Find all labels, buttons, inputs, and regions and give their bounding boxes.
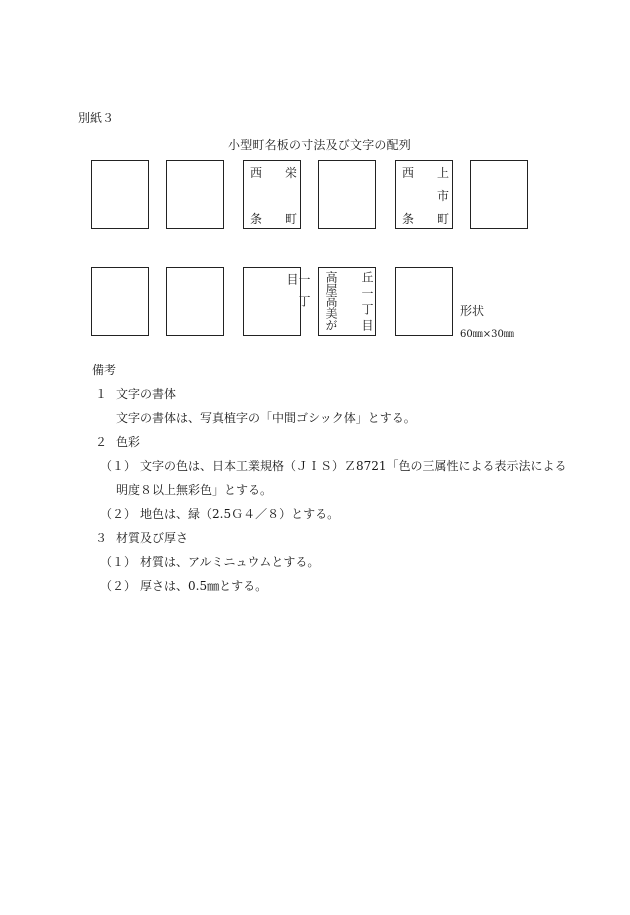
plate-blank-1 [91,160,149,229]
section-number: １ [95,387,108,401]
remarks-title: 備考 [92,363,117,377]
plate-blank-6 [166,267,224,336]
plate-blank-2 [166,160,224,229]
item-number: （２） [100,507,137,521]
shape-size: 60㎜×30㎜ [460,329,514,340]
plate-char: 条 [402,212,415,226]
annex-label: 別紙３ [78,111,115,125]
plate-char: 市 [437,189,450,203]
section-text: 文字の書体は、写真植字の「中間ゴシック体」とする。 [116,411,416,425]
section-heading: 材質及び厚さ [116,531,189,545]
section-heading: 色彩 [116,435,141,449]
item-text: 文字の色は、日本工業規格（ＪＩＳ）Ｚ8721「色の三属性による表示法による [140,459,567,473]
section-number: ２ [95,435,108,449]
plate-vertical-text: 一丁目 [285,273,311,317]
plate-blank-3 [318,160,376,229]
plate-char: 町 [285,212,298,226]
plate-vertical-text: 丘一丁目 [360,271,374,335]
plate-vertical-text: 高屋高美が [324,271,338,331]
item-text: 明度８以上無彩色」とする。 [116,483,273,497]
item-text: 材質は、アルミニュウムとする。 [140,555,320,569]
plate-char: 西 [402,166,415,180]
document-title: 小型町名板の寸法及び文字の配列 [228,138,412,152]
plate-nishisakaejo [243,160,301,229]
plate-char: 条 [250,212,263,226]
plate-char: 上 [437,166,450,180]
section-heading: 文字の書体 [116,387,177,401]
plate-char: 町 [437,212,450,226]
plate-char: 西 [250,166,263,180]
shape-label: 形状 [460,304,485,318]
plate-nishijouichi [395,160,453,229]
item-text: 厚さは、0.5㎜とする。 [140,579,268,593]
item-text: 地色は、緑（2.5Ｇ４／８）とする。 [140,507,340,521]
plate-blank-7 [395,267,453,336]
plate-itchome [243,267,311,336]
item-number: （１） [100,459,137,473]
section-number: ３ [95,531,108,545]
plate-blank-5 [91,267,149,336]
item-number: （２） [100,579,137,593]
plate-blank-4 [470,160,528,229]
plate-char: 栄 [285,166,298,180]
item-number: （１） [100,555,137,569]
plate-takaya [318,267,376,336]
